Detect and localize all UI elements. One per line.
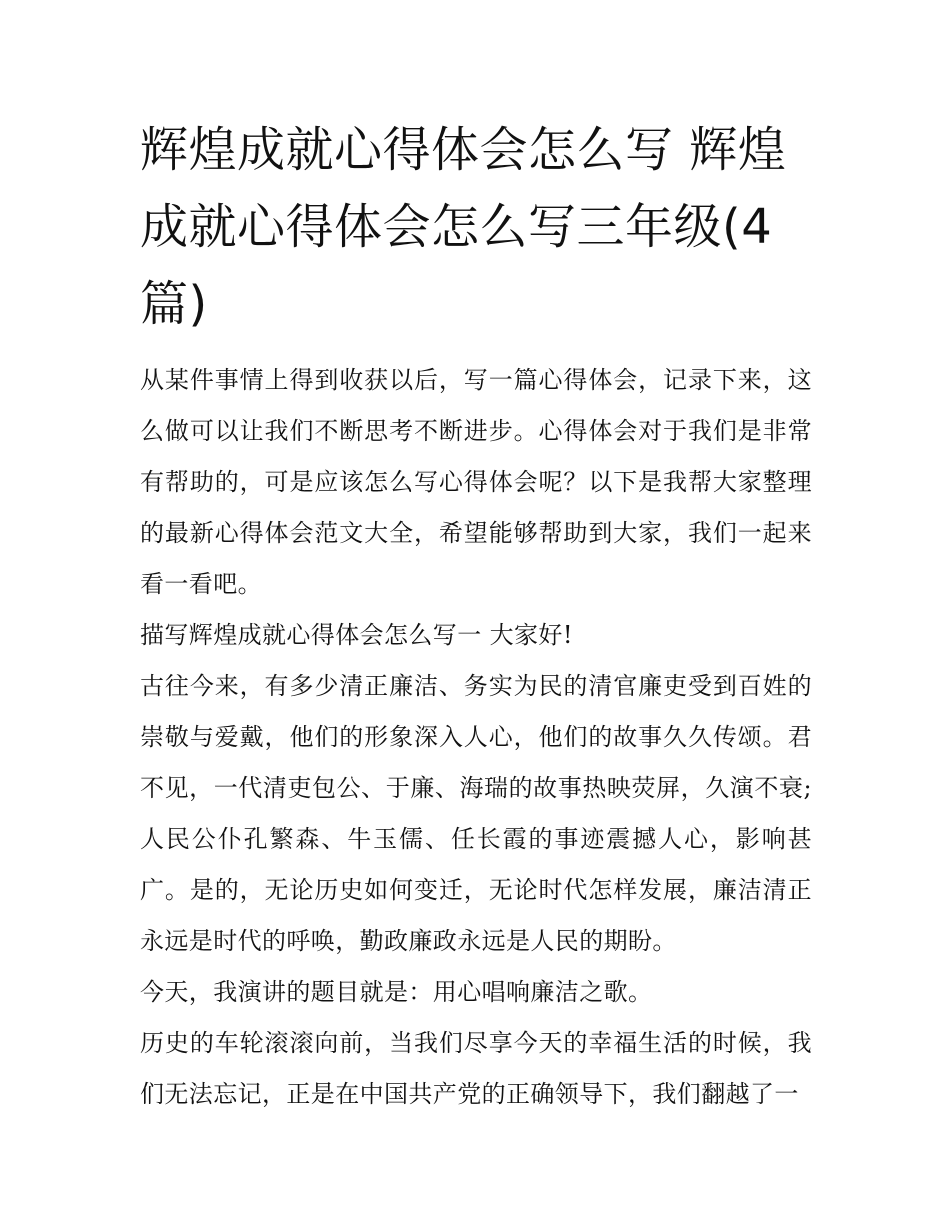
document-title: 辉煌成就心得体会怎么写 辉煌成就心得体会怎么写三年级(4篇): [140, 122, 787, 332]
document-body: [140, 112, 812, 1120]
section-heading-paragraph: 描写辉煌成就心得体会怎么写一 大家好!: [140, 621, 573, 649]
intro-paragraph: 从某件事情上得到收获以后，写一篇心得体会，记录下来，这么做可以让我们不断思考不断进步。心得体会对于我们是非常有帮助的，可是应该怎么写心得体会呢？以下是我帮大家整理的最新心得体会范文大全，希望能够帮助到大家，我们一起来看一看吧。: [140, 366, 812, 598]
body-paragraph: 古往今来，有多少清正廉洁、务实为民的清官廉吏受到百姓的崇敬与爱戴，他们的形象深入人心，他们的故事久久传颂。君不见，一代清吏包公、于廉、海瑞的故事热映荧屏，久演不衰;人民公仆孔繁森、牛玉儒、任长霞的事迹震撼人心，影响甚广。是的，无论历史如何变迁，无论时代怎样发展，廉洁清正永远是时代的呼唤，勤政廉政永远是人民的期盼。: [140, 672, 812, 955]
speech-topic-paragraph: 今天，我演讲的题目就是：用心唱响廉洁之歌。: [140, 978, 653, 1006]
body-paragraph: 历史的车轮滚滚向前，当我们尽享今天的幸福生活的时候，我们无法忘记，正是在中国共产党的正确领导下，我们翻越了一: [140, 1029, 812, 1108]
